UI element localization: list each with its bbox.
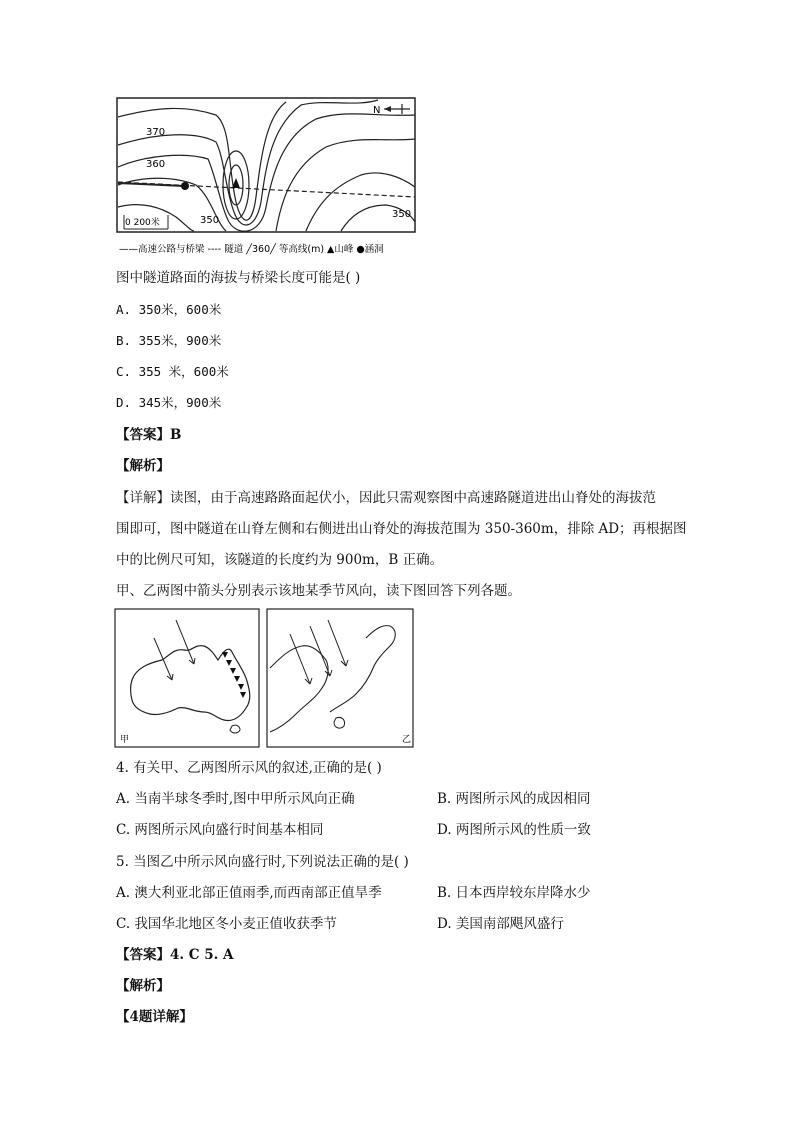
question-5-option-c: C. 我国华北地区冬小麦正值收获季节 [116, 916, 337, 932]
question-5-stem: 5. 当图乙中所示风向盛行时,下列说法正确的是( ) [116, 854, 409, 870]
analysis-label-2: 【解析】 [116, 978, 170, 994]
detail-line-1: 【详解】读图，由于高速路路面起伏小，因此只需观察图中高速路隧道进出山脊处的海拔范 [116, 490, 656, 506]
question-5-option-b: B. 日本西岸较东岸降水少 [437, 885, 591, 901]
question-4-stem: 4. 有关甲、乙两图所示风的叙述,正确的是( ) [116, 760, 382, 776]
contour-label-350-right: 350 [392, 209, 412, 220]
scale-label: 0 200米 [125, 218, 160, 228]
map-jia-label: 甲 [120, 735, 130, 745]
question-5-option-a: A. 澳大利亚北部正值雨季,而西南部正值旱季 [116, 885, 382, 901]
detail-line-2: 围即可，图中隧道在山脊左侧和右侧进出山脊处的海拔范围为 350-360m，排除 AD；再根据图 [116, 521, 687, 537]
detail-4-label: 【4题详解】 [116, 1009, 193, 1025]
map-yi [266, 608, 414, 748]
contour-label-360: 360 [146, 159, 166, 170]
question-5-option-d: D. 美国南部飓风盛行 [437, 916, 564, 932]
question-4-option-a: A. 当南半球冬季时,图中甲所示风向正确 [116, 791, 355, 807]
section-intro: 甲、乙两图中箭头分别表示该地某季节风向，读下图回答下列各题。 [116, 583, 521, 599]
option-a: A. 350米，600米 [116, 302, 222, 317]
option-c: C. 355 米，600米 [116, 364, 229, 379]
map-legend: ——高速公路与桥梁 ---- 隧道 ╱360╱ 等高线(m) ▲山峰 ●涵洞 [119, 244, 384, 255]
question-4-option-c: C. 两图所示风向盛行时间基本相同 [116, 822, 324, 838]
option-d: D. 345米，900米 [116, 395, 222, 410]
contour-label-350-left: 350 [200, 215, 220, 226]
contour-map-figure [116, 97, 418, 259]
contour-label-370: 370 [146, 127, 166, 138]
culvert-icon [181, 182, 189, 190]
question-4-option-b: B. 两图所示风的成因相同 [437, 791, 591, 807]
option-b: B. 355米，900米 [116, 333, 222, 348]
map-yi-label: 乙 [402, 735, 412, 745]
question-4-option-d: D. 两图所示风的性质一致 [437, 822, 591, 838]
analysis-label: 【解析】 [116, 458, 170, 474]
contour-map [116, 97, 418, 259]
map-jia [114, 608, 260, 748]
answer-label: 【答案】B [116, 427, 182, 443]
answer-label-2: 【答案】4. C 5. A [116, 947, 234, 963]
detail-line-3: 中的比例尺可知，该隧道的长度约为 900m，B 正确。 [116, 552, 444, 568]
north-label: N [373, 105, 381, 116]
question-stem-tunnel: 图中隧道路面的海拔与桥梁长度可能是( ) [116, 270, 361, 286]
